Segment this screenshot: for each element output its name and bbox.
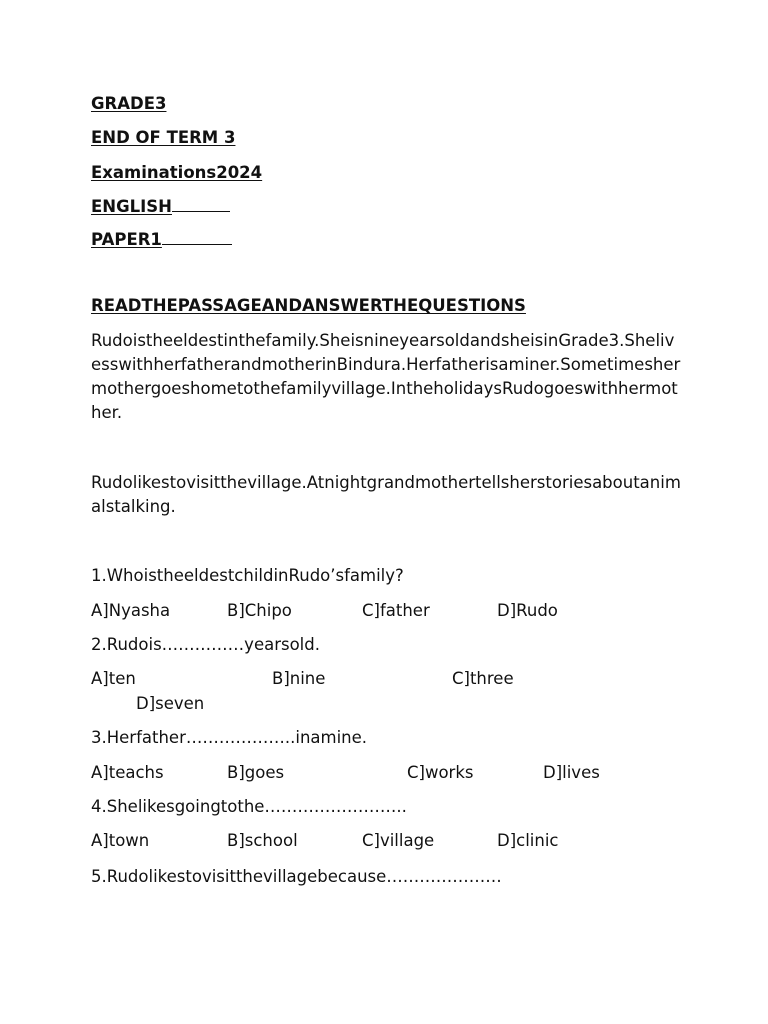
question-4-option-c: C]village [362,831,435,850]
passage-paragraph-2: Rudolikestovisitthevillage.Atnightgrandmothertellsherstoriesaboutanimalstalking. [91,473,681,516]
question-1-option-d: D]Rudo [497,601,558,620]
question-1-option-c: C]father [362,601,430,620]
question-1-option-b: B]Chipo [227,601,292,620]
question-1-option-a: A]Nyasha [91,601,171,620]
question-4-option-d: D]clinic [497,831,559,850]
question-5: 5.Rudolikestovisitthevillagebecause………………… [91,867,502,886]
question-2-option-a: A]ten [91,669,136,688]
question-4-option-b: B]school [227,831,298,850]
question-2-option-c: C]three [452,669,514,688]
subject-heading [91,197,230,217]
question-3: 3.Herfather………………..inamine. [91,728,368,747]
question-3-option-b: B]goes [227,763,285,782]
paper-text: PAPER1 [91,230,162,249]
subject-underline [172,197,230,212]
question-4-option-a: A]town [91,831,150,850]
question-4: 4.Shelikesgoingtothe…………………….. [91,797,407,816]
question-2-option-b: B]nine [272,669,326,688]
subject-text: ENGLISH [91,197,172,216]
question-1: 1.WhoistheeldestchildinRudo’sfamily? [91,566,404,585]
paper-heading [91,230,232,250]
question-3-option-c: C]works [407,763,474,782]
grade-heading: GRADE3 [91,94,167,113]
passage-paragraph-1: Rudoistheeldestinthefamily.SheisnineyearsoldandsheisinGrade3.ShelivesswithherfatherandmotherinBindura.Herfatherisaminer.Sometimeshermothergoeshometothefamilyvillage.IntheholidaysRudogoeswithhermother. [91,331,681,422]
term-heading: END OF TERM 3 [91,128,236,147]
question-2-option-d: D]seven [136,694,205,713]
question-3-option-a: A]teachs [91,763,164,782]
instruction-heading: READTHEPASSAGEANDANSWERTHEQUESTIONS [91,296,526,315]
question-2: 2.Rudois……………yearsold. [91,635,320,654]
exam-heading: Examinations2024 [91,163,263,182]
paper-underline [162,230,232,245]
question-3-option-d: D]lives [543,763,600,782]
